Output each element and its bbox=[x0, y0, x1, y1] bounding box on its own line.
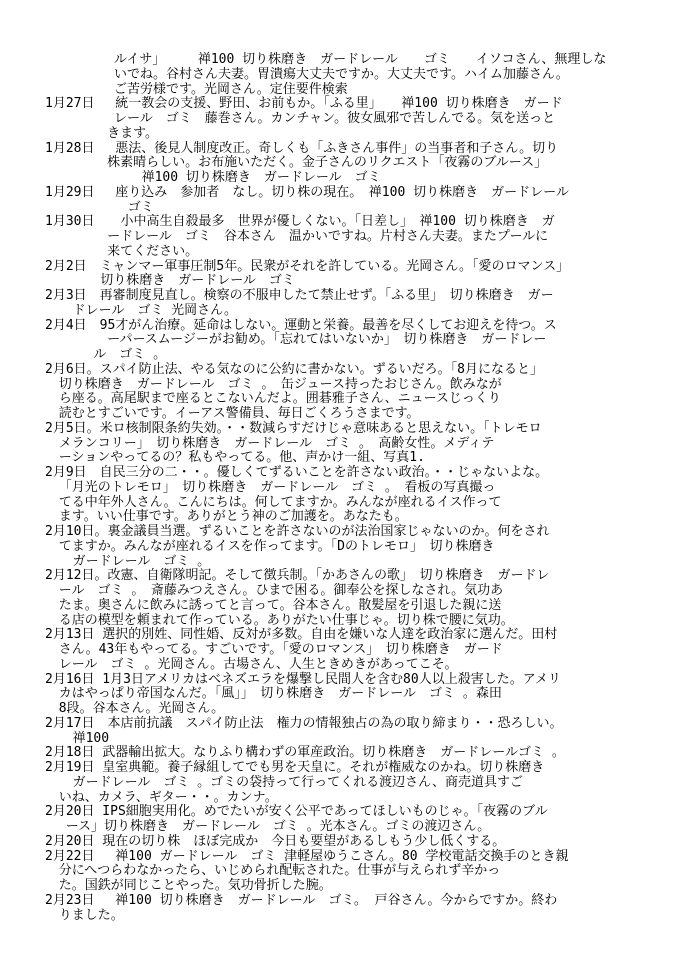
text-line: 2月19日 皇室典範。養子縁組してでも男を天皇に。それが権威なのかね。切り株磨き bbox=[45, 760, 545, 775]
text-line: 2月6日。スパイ防止法、やる気なのに公約に書かない。ずるいだろ。「8月になると」 bbox=[45, 361, 543, 377]
text-line: 禅100 bbox=[72, 730, 110, 746]
text-line: 「月光のトレモロ」 切り株磨き ガードレール ゴミ 。 看板の写真撮っ bbox=[58, 479, 496, 495]
text-line: ーションやってるの？私もやってる。他、声かけ一組、写真1. bbox=[58, 450, 425, 466]
text-line: 2月17日 本店前抗議 スパイ防止法 権力の情報独占の為の取り締まり・・恐ろしい。 bbox=[45, 715, 563, 731]
diary-text-block bbox=[45, 53, 675, 923]
text-line: いでね。谷村さん夫妻。胃潰瘍大丈夫ですか。大丈夫です。ハイム加藤さん。 bbox=[114, 66, 569, 82]
text-line: 2月20日 現在の切り株 ほぼ完成か 今日も要望があるしもう少し低くする。 bbox=[45, 833, 506, 849]
text-line: ル ゴミ 。 bbox=[93, 347, 167, 362]
text-line: ガードレール ゴミ 。ゴミの袋持って行ってくれる渡辺さん、商売道具すご bbox=[72, 774, 523, 790]
text-line: てる中年外人さん。こんにちは。何してますか。みんなが座れるイス作って bbox=[58, 494, 502, 510]
text-line: 1月29日 座り込み 参加者 なし。切り株の現在。 禅100 切り株磨き ガードレール bbox=[45, 184, 569, 200]
text-line: 切り株磨き ガードレール ゴミ bbox=[100, 273, 295, 289]
text-line: ルイサ」 禅100 切り株磨き ガードレール ゴミ イソコさん、無理しな bbox=[114, 52, 607, 67]
text-line: 切り株磨き ガードレール ゴミ 。 缶ジュース持ったおじさん。飲みなが bbox=[58, 376, 502, 392]
text-line: いね、カメラ、ギター・・。カンナ。 bbox=[58, 789, 278, 805]
text-line: 2月12日。改憲、自衛隊明記。そして徴兵制。「かあさんの歌」 切り株磨き ガードレ bbox=[45, 568, 550, 584]
text-line: レール ゴミ 藤巻さん。カンチャン。彼女風邪で苦しんでる。気を送っと bbox=[114, 111, 556, 126]
text-line: ご苦労様です。光岡さん。定住要件検索 bbox=[114, 81, 348, 97]
text-line: 2月20日 IPS細胞実用化。めでたいが安く公平であってほしいものじゃ。「夜霧のブル bbox=[45, 804, 548, 820]
text-line: 分にへつらわなかったら、いじめられ配転された。仕事が与えられず辛かっ bbox=[58, 863, 501, 879]
text-line: 2月4日 95才がん治療。延命はしない。運動と栄養。最善を尽くしてお迎えを待つ。ス bbox=[45, 317, 557, 333]
text-line: ール ゴミ 。 斎藤みつえさん。ひまで困る。御奉公を探しなされ。気功あ bbox=[58, 583, 504, 598]
text-line: りました。 bbox=[58, 907, 124, 923]
text-line: メランコリー」 切り株磨き ガードレール ゴミ 。 高齢女性。メディテ bbox=[58, 435, 495, 451]
text-line: 1月28日 悪法、後見人制度改正。奇しくも「ふきさん事件」の当事者和子さん。切り bbox=[45, 140, 559, 156]
text-line: 2月2日 ミャンマー軍事圧制5年。民衆がそれを許している。光岡さん。「愛のロマンス」 bbox=[45, 258, 570, 274]
text-line: きます。 bbox=[107, 125, 159, 141]
text-line: カはやっぱり帝国なんだ。「風」」 切り株磨き ガードレール ゴミ 。森田 bbox=[58, 686, 502, 702]
text-line: 禅100 切り株磨き ガードレール ゴミ bbox=[141, 170, 381, 185]
text-line: 2月22日 禅100 ガードレール ゴミ 津軽屋ゆうこさん。80 学校電話交換手のとき親 bbox=[45, 848, 569, 864]
text-line: たま。奥さんに飲みに誘ってと言って。谷本さん。散髪屋を引退した親に送 bbox=[58, 597, 502, 613]
text-line: た。国鉄が同じことやった。気功骨折した腕。 bbox=[58, 878, 332, 893]
text-line: 1月27日 統一教会の支援、野田、お前もか。「ふる里」 禅100 切り株磨き ガード bbox=[45, 96, 563, 112]
text-line: 来てください。 bbox=[107, 243, 199, 259]
text-line: 2月9日 自民三分の二・・。優しくてずるいことを許さない政治。・・じゃないよな。 bbox=[45, 465, 549, 480]
text-line: 8段。谷本さん。光岡さん。 bbox=[58, 701, 225, 716]
text-line: ます。いい仕事です。ありがとう神のご加護を。あなたも。 bbox=[58, 509, 408, 525]
text-line: 2月3日 再審制度見直し。検察の不服申したて禁止せず。「ふる里」 切り株磨き ガー bbox=[45, 288, 554, 303]
text-line: 2月18日 武器輸出拡大。なりふり構わずの軍産政治。切り株磨き ガードレールゴミ 。 bbox=[45, 745, 565, 761]
text-line: ードレール ゴミ 谷本さん 温かいですね。片村さん夫妻。またプールに bbox=[107, 229, 549, 244]
text-line: ら座る。高尾駅まで座るとこないんだよ。囲碁雅子さん、ニュースじっくり bbox=[58, 391, 501, 407]
text-line: 読むとすごいです。イーアス警備員、毎日ごくろうさまです。 bbox=[58, 406, 420, 421]
text-line: ーパースムージーがお勧め。「忘れてはいないか」 切り株磨き ガードレー bbox=[107, 332, 547, 348]
text-line: ドレール ゴミ 光岡さん。 bbox=[72, 302, 237, 318]
text-line: ガードレール ゴミ 。 bbox=[72, 553, 211, 569]
text-line: さん。43年もやってる。すごいです。「愛のロマンス」 切り株磨き ガード bbox=[58, 642, 503, 657]
text-line: てますか。みんなが座れるイスを作ってます。「Dのトレモロ」 切り株磨き bbox=[58, 538, 495, 554]
text-line: 1月30日 小中高生自殺最多 世界が優しくない。「日差し」 禅100 切り株磨き ガ bbox=[45, 214, 555, 230]
text-line: る店の模型を頼まれて作っている。ありがたい仕事じゃ。切り株で腰に気功。 bbox=[58, 612, 514, 628]
text-line: 2月13日 選択的別姓、同性婚、反対が多数。自由を嫌いな人達を政治家に選んだ。田村 bbox=[45, 627, 558, 643]
text-line: ゴミ bbox=[127, 199, 154, 215]
text-line: 2月5日。米ロ核制限条約失効。・・数減らすだけじゃ意味あると思えない。「トレモロ bbox=[45, 420, 542, 436]
text-line: レール ゴミ 。光岡さん。古場さん、人生ときめきがあってこそ。 bbox=[58, 656, 458, 672]
text-line: ース」切り株磨き ガードレール ゴミ 。光本さん。ゴミの渡辺さん。 bbox=[65, 819, 491, 834]
text-line: 株素晴らしい。お布施いただく。金子さんのリクエスト「夜霧のブルース」 bbox=[107, 155, 548, 171]
text-line: 2月16日 1月3日アメリカはベネズエラを爆撃し民間人を含む80人以上殺害した。アメリ bbox=[45, 671, 561, 687]
text-line: 2月23日 禅100 切り株磨き ガードレール ゴミ。 戸谷さん。今からですか。終わ bbox=[45, 892, 558, 908]
text-line: 2月10日。裏金議員当選。ずるいことを許さないのが法治国家じゃないのか。何をされ bbox=[45, 524, 550, 539]
